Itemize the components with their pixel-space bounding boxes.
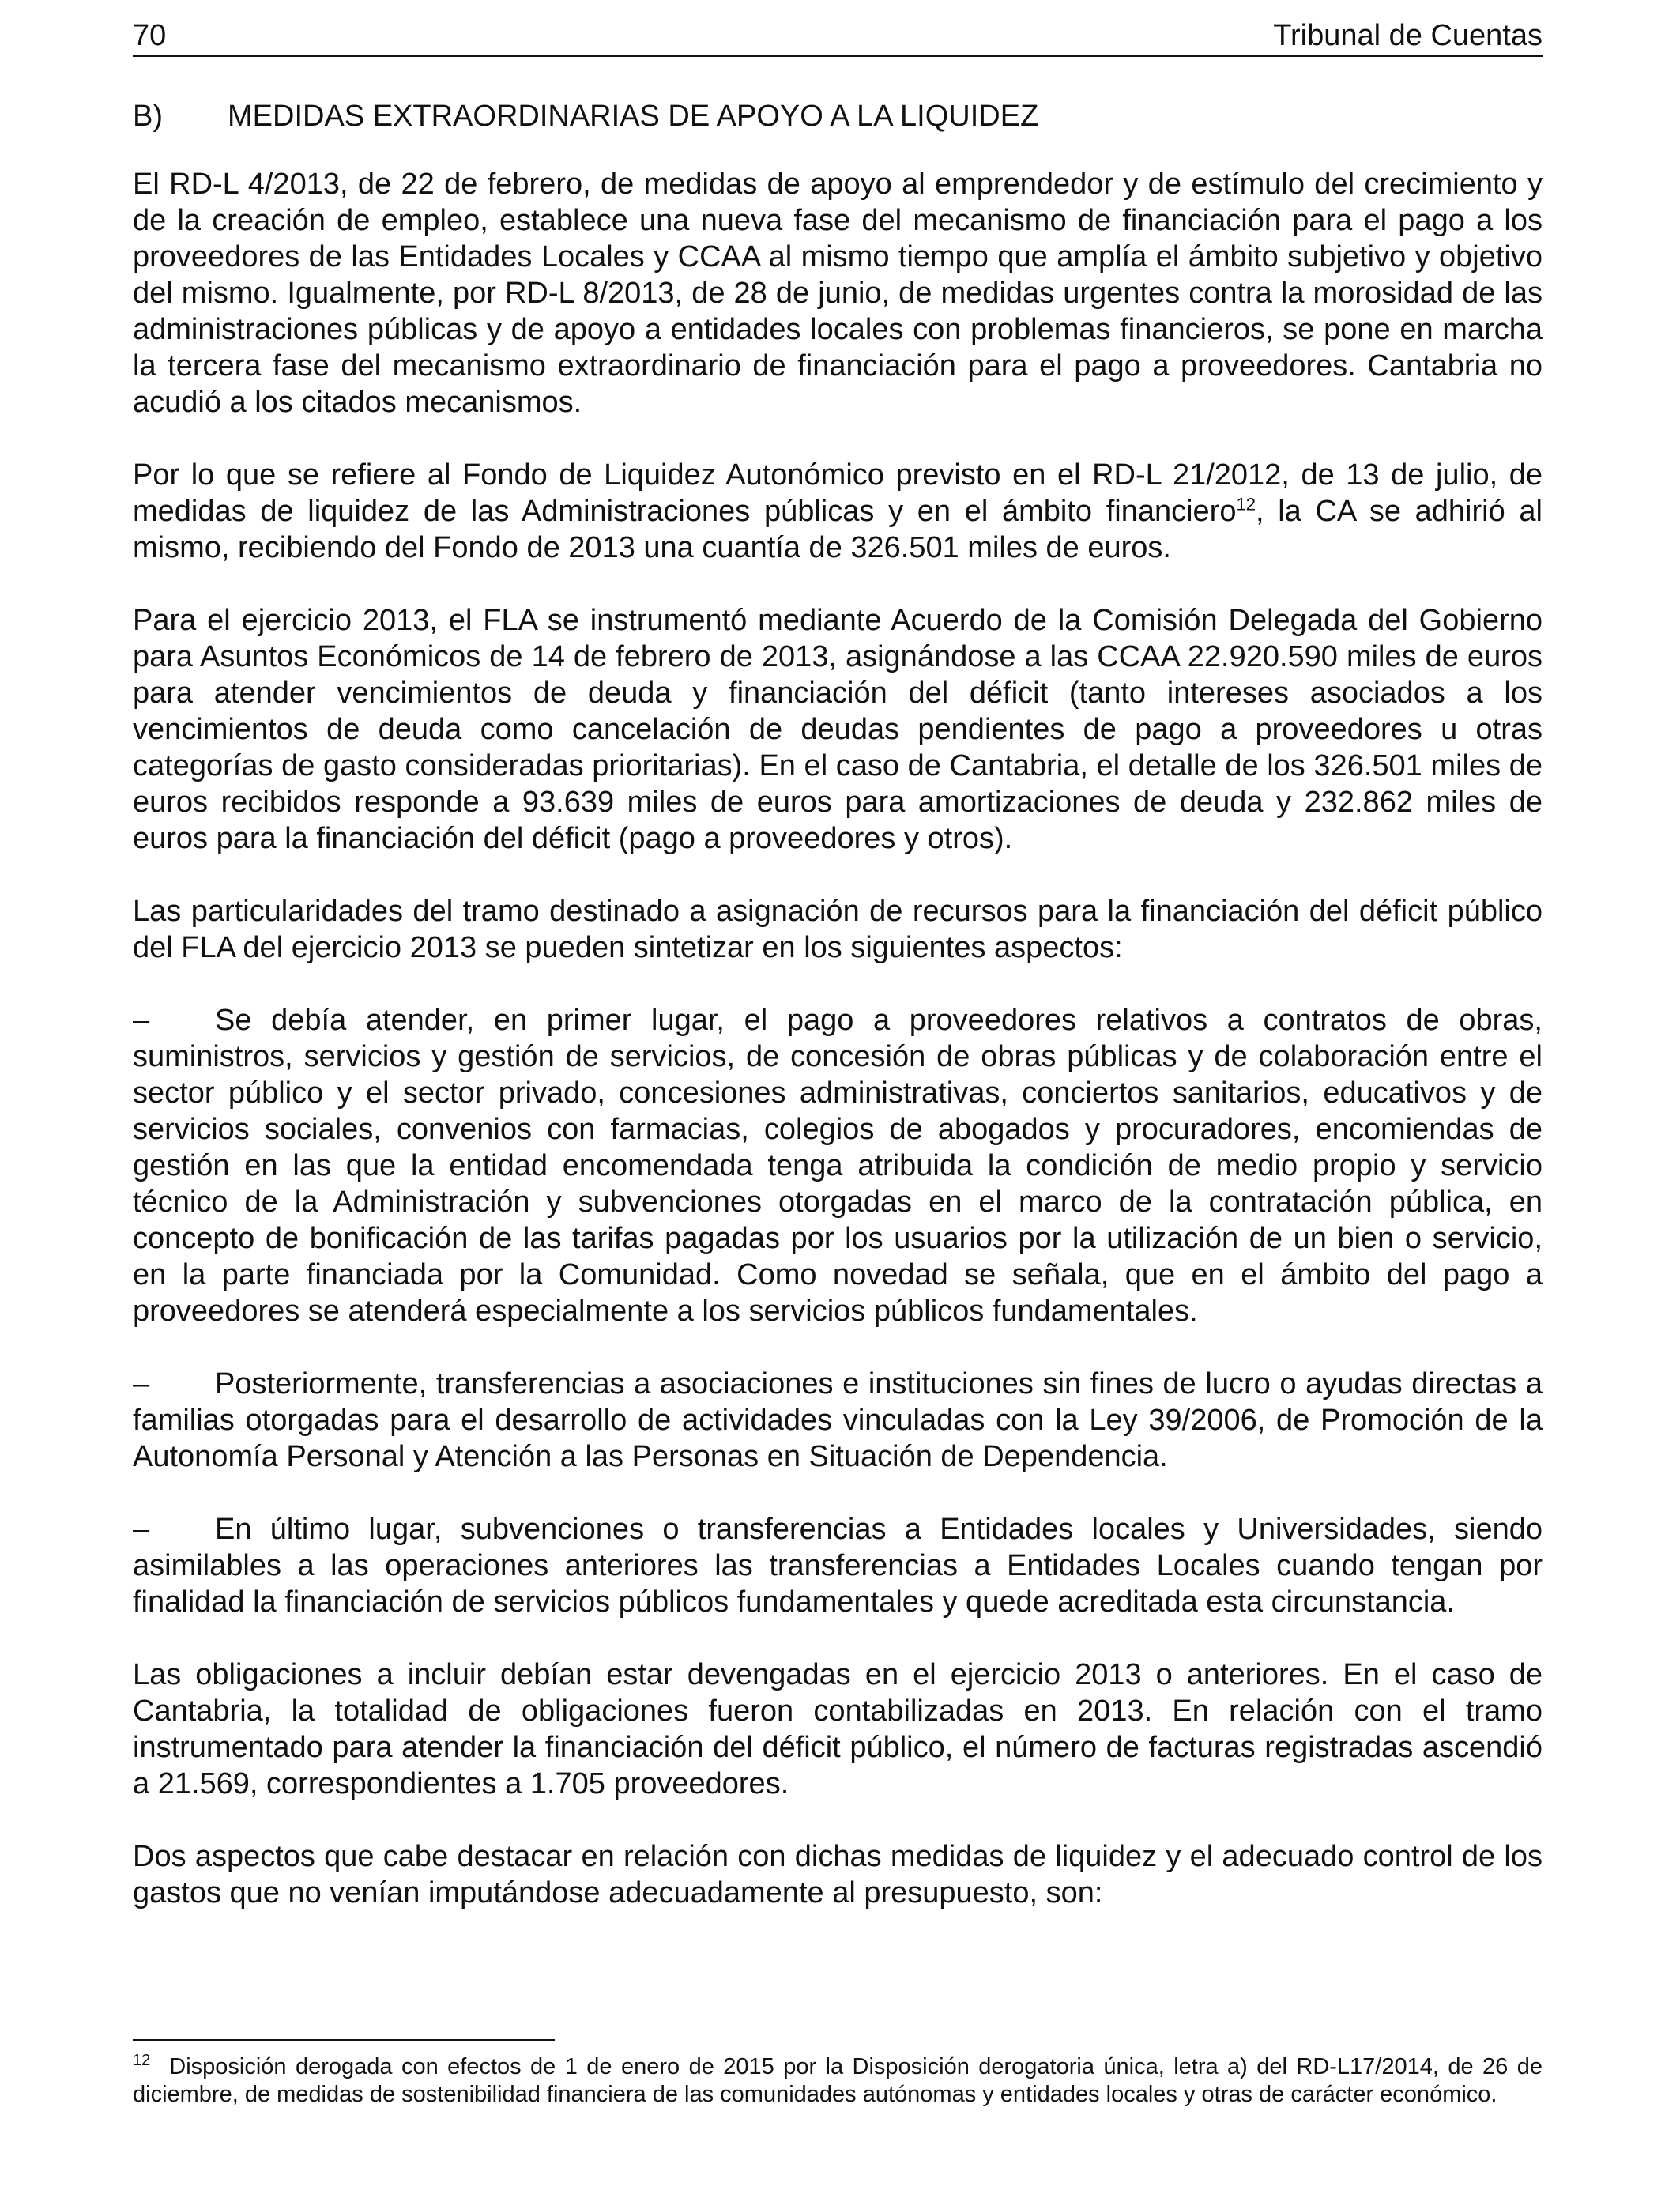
list-item — [133, 1366, 1543, 1475]
footnote-number: 12 — [133, 2052, 151, 2070]
footnote-separator — [133, 2039, 555, 2041]
section-title: MEDIDAS EXTRAORDINARIAS DE APOYO A LA LIQUIDEZ — [228, 100, 1039, 133]
list-item-text: Se debía atender, en primer lugar, el pago a proveedores relativos a contratos de obras, suministros, servicios y gestión de servicios, de concesión de obras públicas y de colaboración entre el sector público y el sector privado, concesiones administrativas, conciertos sanitarios, educativos y de servicios sociales, convenios con farmacias, colegios de abogados y procuradores, encomiendas de gestión en las que la entidad encomendada tenga atribuida la condición de medio propio y servicio técnico de la Administración y subvenciones otorgadas en el marco de la contratación pública, en concepto de bonificación de las tarifas pagadas por los usuarios por la utilización de un bien o servicio, en la parte financiada por la Comunidad. Como novedad se señala, que en el ámbito del pago a proveedores se atenderá especialmente a los servicios públicos fundamentales. — [133, 1004, 1543, 1328]
paragraph-4: Las particularidades del tramo destinado a asignación de recursos para la financiación del déficit público del FLA del ejercicio 2013 se pueden sintetizar en los siguientes aspectos: — [133, 895, 1543, 964]
list-item-text: En último lugar, subvenciones o transferencias a Entidades locales y Universidades, siendo asimilables a las operaciones anteriores las transferencias a Entidades Locales cuando tengan por finalidad la financiación de servicios públicos fundamentales y quede acreditada esta circunstancia. — [133, 1513, 1543, 1619]
section-number: B) — [133, 100, 163, 133]
paragraph-5: Las obligaciones a incluir debían estar devengadas en el ejercicio 2013 o anteriores. En el caso de Cantabria, la totalidad de obligaciones fueron contabilizadas en 2013. En relación con el tramo instrumentado para atender la financiación del déficit público, el número de facturas registradas ascendió a 21.569, correspondientes a 1.705 proveedores. — [133, 1658, 1543, 1800]
list-item-text: Posteriormente, transferencias a asociaciones e instituciones sin fines de lucro o ayudas directas a familias otorgadas para el desarrollo de actividades vinculadas con la Ley 39/2006, de Promoción de la Autonomía Personal y Atención a las Personas en Situación de Dependencia. — [133, 1367, 1543, 1473]
dash-bullet: – — [133, 1004, 150, 1037]
paragraph-2 — [133, 457, 1543, 566]
footnote — [133, 2053, 1543, 2109]
paragraph-2-text-b: , la CA se adhirió al mismo, recibiendo del Fondo de 2013 una cuantía de 326.501 miles de euros. — [133, 495, 1543, 564]
dash-bullet: – — [133, 1513, 150, 1546]
page-number: 70 — [133, 19, 167, 52]
list-item — [133, 1002, 1543, 1329]
paragraph-3: Para el ejercicio 2013, el FLA se instrumentó mediante Acuerdo de la Comisión Delegada del Gobierno para Asuntos Económicos de 14 de febrero de 2013, asignándose a las CCAA 22.920.590 miles de euros para atender vencimientos de deuda y financiación del déficit (tanto intereses asociados a los vencimientos de deuda como cancelación de deudas pendientes de pago a proveedores u otras categorías de gasto consideradas prioritarias). En el caso de Cantabria, el detalle de los 326.501 miles de euros recibidos responde a 93.639 miles de euros para amortizaciones de deuda y 232.862 miles de euros para la financiación del déficit (pago a proveedores y otros). — [133, 604, 1543, 855]
footnote-text: Disposición derogada con efectos de 1 de enero de 2015 por la Disposición derogatoria única, letra a) del RD-L17/2014, de 26 de diciembre, de medidas de sostenibilidad financiera de las comunidades autónomas y entidades locales y otras de carácter económico. — [133, 2054, 1543, 2107]
page-header — [133, 16, 1543, 57]
running-title: Tribunal de Cuentas — [1273, 19, 1543, 52]
footnote-reference: 12 — [1236, 494, 1256, 515]
dash-bullet: – — [133, 1367, 150, 1400]
section-heading — [133, 96, 1543, 136]
document-page — [133, 0, 1543, 2194]
paragraph-1: El RD-L 4/2013, de 22 de febrero, de medidas de apoyo al emprendedor y de estímulo del crecimiento y de la creación de empleo, establece una nueva fase del mecanismo de financiación para el pago a los proveedores de las Entidades Locales y CCAA al mismo tiempo que amplía el ámbito subjetivo y objetivo del mismo. Igualmente, por RD-L 8/2013, de 28 de junio, de medidas urgentes contra la morosidad de las administraciones públicas y de apoyo a entidades locales con problemas financieros, se pone en marcha la tercera fase del mecanismo extraordinario de financiación para el pago a proveedores. Cantabria no acudió a los citados mecanismos. — [133, 168, 1543, 419]
paragraph-6: Dos aspectos que cabe destacar en relación con dichas medidas de liquidez y el adecuado control de los gastos que no venían imputándose adecuadamente al presupuesto, son: — [133, 1840, 1543, 1909]
list-item — [133, 1511, 1543, 1620]
body-text — [133, 96, 1543, 1911]
paragraph-2-text-a: Por lo que se refiere al Fondo de Liquidez Autonómico previsto en el RD-L 21/2012, de 13 de julio, de medidas de liquidez de las Administraciones públicas y en el ámbito financiero — [133, 458, 1543, 528]
